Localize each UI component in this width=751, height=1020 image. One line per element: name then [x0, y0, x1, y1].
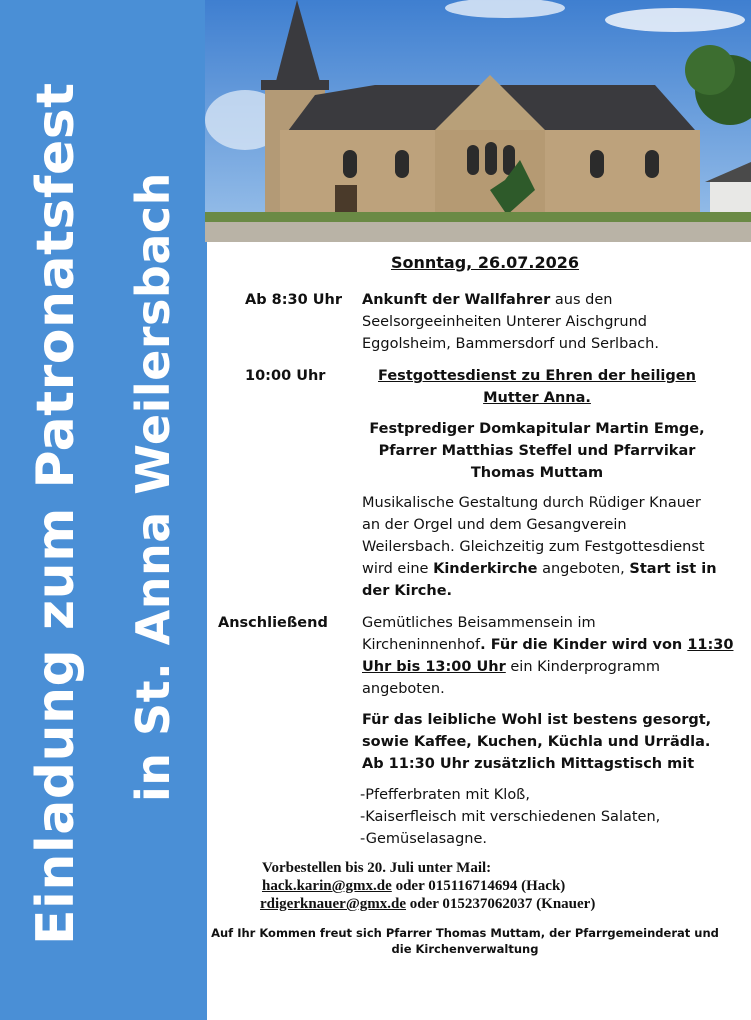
event-date: Sonntag, 26.07.2026	[390, 253, 580, 272]
email-link[interactable]: hack.karin@gmx.de	[262, 878, 392, 894]
time-label: Ab 8:30 Uhr	[245, 292, 343, 308]
preachers-text: Festprediger Domkapitular Martin Emge, Pfarrer Matthias Steffel und Pfarrvikar Thomas Muttam	[369, 421, 705, 481]
menu-item: -Pfefferbraten mit Kloß,	[360, 787, 530, 803]
sidebar-banner	[0, 0, 207, 1020]
menu-item: -Gemüselasagne.	[360, 831, 487, 847]
mass-heading: Festgottesdienst zu Ehren der heiligen Mutter Anna.	[378, 368, 696, 406]
contact-knauer: rdigerknauer@gmx.de oder 015237062037 (Knauer)	[260, 896, 596, 912]
menu-item: -Kaiserfleisch mit verschiedenen Salaten,	[360, 809, 661, 825]
time-label: 10:00 Uhr	[245, 368, 326, 384]
event-title: Einladung zum Patronatsfest	[26, 82, 86, 945]
time-label: Anschließend	[218, 615, 328, 631]
menu-list	[360, 784, 745, 850]
closing-text: Auf Ihr Kommen freut sich Pfarrer Thomas Muttam, der Pfarrgemeinderat und die Kirchenverwaltung	[211, 926, 719, 956]
email-link[interactable]: rdigerknauer@gmx.de	[260, 896, 407, 912]
arrival-text: Ankunft der Wallfahrer aus den Seelsorgeeinheiten Unterer Aischgrund Eggolsheim, Bammersdorf und Serlbach.	[362, 292, 659, 352]
event-location: in St. Anna Weilersbach	[126, 172, 180, 802]
church-photo	[205, 0, 751, 242]
contact-hack: hack.karin@gmx.de oder 015116714694 (Hack)	[262, 878, 566, 894]
food-text: Für das leibliche Wohl ist bestens gesorgt, sowie Kaffee, Kuchen, Küchla und Urrädla. Ab 11:30 Uhr zusätzlich Mittagstisch mit	[362, 712, 712, 772]
music-text: Musikalische Gestaltung durch Rüdiger Knauer an der Orgel und dem Gesangverein Weilersbach. Gleichzeitig zum Festgottesdienst wird eine Kinderkirche angeboten, Start ist in der Kirche.	[362, 495, 717, 599]
gathering-text: Gemütliches Beisammensein im Kircheninnenhof. Für die Kinder wird von 11:30 Uhr bis 13:00 Uhr ein Kinderprogramm angeboten.	[362, 615, 734, 697]
order-deadline: Vorbestellen bis 20. Juli unter Mail:	[262, 860, 492, 876]
